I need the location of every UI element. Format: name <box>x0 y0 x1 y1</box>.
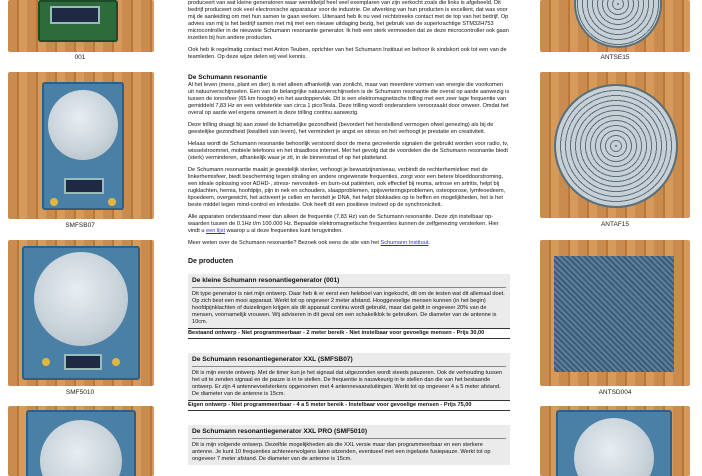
product-title: De Schumann resonantiegenerator XXL PRO (SMF5010) <box>192 428 506 439</box>
resonance-paragraph-3: Helaas wordt de Schumann resonantie behoorlijk verstoord door de mens gecreëerde signalen die gebruikt worden voor radio, tv, wisselstroomnet, mobiele telefoons en het draadloos internet. Met het gevolg dat de voordelen die de Schumann resonantie biedt (sterk) verminderen, afhankelijk waar je zit, in de binnenstad of op het platteland. <box>188 141 509 161</box>
frequency-list-link[interactable]: een lijst <box>206 228 226 234</box>
lcd-display <box>50 6 100 24</box>
caption-antse15: ANTSE15 <box>600 54 630 61</box>
antenna-plate <box>574 418 654 476</box>
device-partial <box>26 410 136 476</box>
caption-antsd004: ANTSD004 <box>598 389 632 396</box>
product-title: De Schumann resonantiegenerator XXL (SMFSB07) <box>192 356 506 367</box>
device-smfsb07 <box>42 82 124 210</box>
spiral-antenna <box>554 256 674 372</box>
resonance-paragraph-5: Alle apparaten onderstaand meer dan alleen de frequentie (7,83 Hz) van de Schumann resonantie. Deze zijn instelbaar op-waarden tussen de 0.1Hz t/m 100.000 Hz. Bepaalde elektromagnetische frequenties kunnen de zelfgenezing versterken. Hier vindt u een lijst waarop u al deze frequenties kunt terugvinden. <box>188 214 499 234</box>
resonance-paragraph-2: Deze trilling draagt bij aan zowel de lichamelijke gezondheid (bevordert het herstellend vermogen ofwel genezing) als bij de geestelijke gezondheid (kwaliteit van leven), het vermindert je angst en stress en het verhoogt je prestatie en creativiteit. <box>188 122 494 135</box>
thumbnail-antaf15[interactable] <box>540 72 690 218</box>
intro-paragraph-2: Ook heb ik regelmatig contact met Anton Teuben, oprichter van het Schumann Instituut en behoor ik sindskort ook tot een van de teamleden. Op deze wijze delen wij veel kennis. <box>188 47 507 60</box>
device-partial <box>556 410 672 476</box>
thumbnail-partial[interactable] <box>8 406 154 476</box>
antenna-coil <box>574 0 662 48</box>
product-card-smfsb07 <box>188 353 510 400</box>
caption-smf5010: SMF5010 <box>65 389 95 396</box>
product-footer: Eigen ontwerp - Niet programmeerbaar - 4 a 5 meter bereik - Instelbaar voor gevoelige mensen - Prijs 75,00 <box>188 400 510 411</box>
knob-icon <box>108 198 116 206</box>
lcd-display <box>64 178 104 194</box>
resonance-paragraph-1: Al het leven (mens, plant en dier) is niet alleen afhankelijk van zonlicht, maar van meerdere vormen van energie die voorkomen uit natuurverschijnselen. Een van de belangrijke natuurverschijnselen is de Schumann resonantie die overal op aarde aanwezig is tussen de ionosfeer (65 km hoogte) en het aardoppervlak. Dit is een elektromagnetische trilling met een zeer lage frequentie van gemiddeld 7,83 Hz en een veldsterkte van circa 1 picoTesla. Deze trilling wordt onderandere veroorzaakt door onweer. Omdat het overal op aarde wel ergens onweert is deze trilling continu aanwezig. <box>188 82 510 116</box>
device-001 <box>38 0 118 42</box>
thumbnail-partial-right[interactable] <box>540 406 690 476</box>
knob-icon <box>42 358 50 366</box>
device-smf5010 <box>22 246 140 380</box>
thumbnail-antsd004[interactable] <box>540 240 690 386</box>
caption-antaf15: ANTAF15 <box>600 221 630 228</box>
product-footer: Bestaand ontwerp - Niet programmeerbaar - 2 meter bereik - Niet instelbaar voor gevoelige mensen - Prijs 30,00 <box>188 328 510 339</box>
antenna-plate <box>48 90 118 160</box>
thumbnail-smfsb07[interactable] <box>8 72 154 219</box>
main-content <box>188 0 510 465</box>
labyrinth-antenna <box>554 84 678 208</box>
intro-paragraph: produceert van wat kleine generatoren waar wereldwijd heel veel exemplaren van zijn verkocht zoals die links is afgebeeld. Dit bedrijf produceert ook veel electronische apparatuur voor de industrie. De afwerking van hun producten is excellent, dat was voor mij de aanleiding om met hun samen te gaan werken. Uiteraard heb ik nu veel rechtstreeks contact met de top van het bedrijf. Op advies van mij is het bedrijf samen met mij met een nieuwe uitdaging bezig, het gebruik van de superkrachtige STM32H753 microcontroller in de nieuwste Schumann resonantie generator. Ik heb een sterk vermoeden dat ze deze microcontroller ook gaan inzetten bij hun andere producten. <box>188 0 509 41</box>
thumbnail-antse15[interactable] <box>540 0 690 52</box>
lcd-display <box>64 354 102 370</box>
resonance-paragraph-4: De Schumann resonantie maakt je geestelijk sterker, verhoogt je bewustzijnsniveau, verbindt de rechterhemisfeer met de linkerhemisfeer, biedt bescherming tegen straling en andere ongewenste frequenties, zorgt voor een betere bloeddoorstroming, een ideale oplossing voor ADHD-, stress- nervositeit- en burn-out patiënten, ook effectief bij reuma, artrose en artritis, helpt bij rugklachten, hernia, hoofdpijn, pijn in nek en schouders, slaapproblemen, spijsverteringsproblemen, osteoporose, lymfeoedeem, lipoedeem, overgewicht, het activeert je cellen en herstelt je DNA, het helpt blokkades op te heffen en mogelijkheden, het is het beste middel tegen mind-control en infestatie. Ook heeft dit een positieve invloed op de synchroniciteit. <box>188 167 506 208</box>
product-description: Dit is mijn volgende ontwerp. Dezelfde mogelijkheden als die XXL versie maar dan programmeerbaar en een sterkere antenne. Je kunt 10 frequenties achtereenvolgens laten uitzenden, eventueel met een ingelaste fusiepauze. Werkt tot op ongeveer 7 meter afstand. De diameter van de antenne is 15cm. <box>192 442 491 462</box>
products-heading: De producten <box>188 258 234 265</box>
thumbnail-smf5010[interactable] <box>8 240 154 386</box>
product-description: Dit type generator is niet mijn ontwerp. Daar heb ik er eerst een heleboel van ingekocht, dit om de testen wat dit allemaal doet. Op zich best een mooi apparaat. Werkt tot op ongeveer 2 meter afstand. Hooggevoelige mensen kunnen (in het begin) hoofdpijnklachten of duizelingen krijgen als dit apparaat continu wordt gebruikt, maar dat geldt in ongeveer 20% van de mensen, voornamelijk vrouwen. Wij adviseren in dit geval om een schakelklok te gebruiken. De diameter van de antenne is 10cm. <box>192 291 505 325</box>
antenna-plate <box>40 420 122 476</box>
product-description: Dit is mijn eerste ontwerp. Met de timer kun je het signaal dat uitgezonden wordt steeds pauzeren. Ook de verhouding tussen het uit te zenden signaal en de pauze is in te stellen. De frequentie is nauwkeurig in te stellen dan die van het bestaande ontwerp. Er zijn 4 antennevoelsterkers opgenomen met 4 antennevaansluitingen. Werkt tot op ongeveer 4 a 5 meter afstand. De diameter van de antenne is 15cm. <box>192 370 503 397</box>
caption-smfsb07: SMFSB07 <box>65 222 95 229</box>
section-title: De Schumann resonantie <box>188 74 268 81</box>
antenna-plate <box>34 252 128 346</box>
thumbnail-001[interactable] <box>8 0 154 52</box>
schumann-institute-link[interactable]: Schumann Instituut <box>380 240 429 246</box>
product-title: De kleine Schumann resonantiegenerator (001) <box>192 277 506 288</box>
knob-icon <box>112 358 120 366</box>
resonance-paragraph-6: Meer weten over de Schumann resonantie? Bezoek ook eens de site van het Schumann Instituut. <box>188 240 430 246</box>
product-card-001 <box>188 274 510 328</box>
caption-001: 001 <box>74 54 86 61</box>
knob-icon <box>50 198 58 206</box>
product-card-smf5010 <box>188 425 510 465</box>
